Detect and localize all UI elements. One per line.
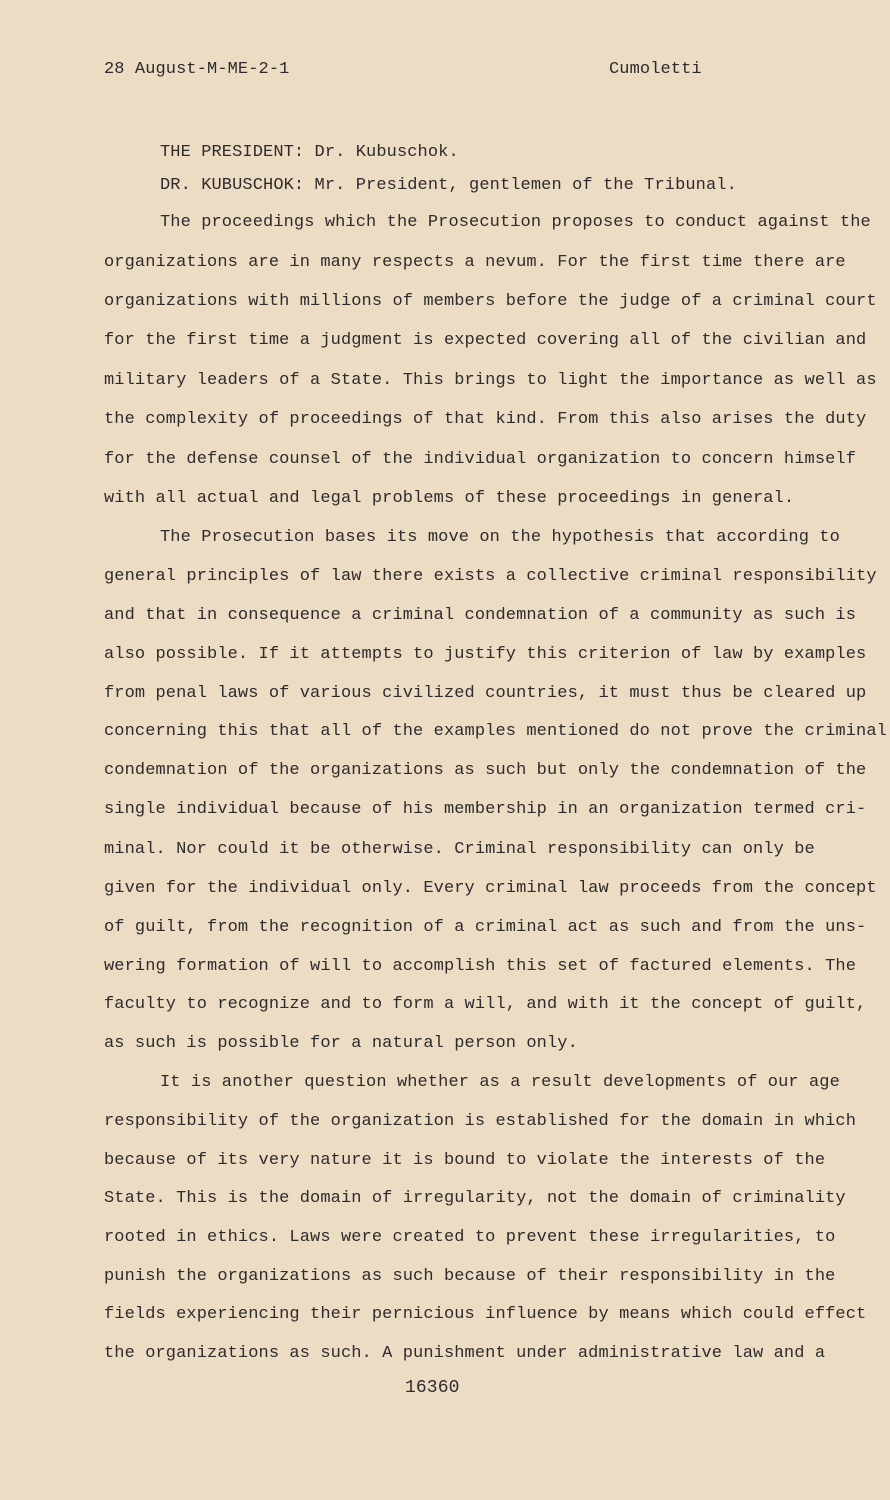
text-line: The proceedings which the Prosecution proposes to conduct against the bbox=[160, 213, 871, 232]
text-line: punish the organizations as such because of their responsibility in the bbox=[104, 1267, 836, 1286]
text-line: It is another question whether as a result developments of our age bbox=[160, 1073, 840, 1092]
text-line: of guilt, from the recognition of a criminal act as such and from the uns- bbox=[104, 918, 867, 937]
text-line: for the defense counsel of the individual organization to concern himself bbox=[104, 450, 857, 469]
text-line: organizations with millions of members before the judge of a criminal court bbox=[104, 292, 877, 311]
page-number: 16360 bbox=[405, 1378, 460, 1398]
text-line: DR. KUBUSCHOK: Mr. President, gentlemen of the Tribunal. bbox=[160, 176, 737, 195]
text-line: fields experiencing their pernicious influence by means which could effect bbox=[104, 1305, 867, 1324]
text-line: responsibility of the organization is established for the domain in which bbox=[104, 1112, 857, 1131]
text-line: the organizations as such. A punishment under administrative law and a bbox=[104, 1344, 826, 1363]
text-line: given for the individual only. Every criminal law proceeds from the concept bbox=[104, 879, 877, 898]
text-line: concerning this that all of the examples mentioned do not prove the criminal bbox=[104, 722, 887, 741]
text-line: State. This is the domain of irregularity, not the domain of criminality bbox=[104, 1189, 846, 1208]
text-line: THE PRESIDENT: Dr. Kubuschok. bbox=[160, 143, 459, 162]
text-line: the complexity of proceedings of that kind. From this also arises the duty bbox=[104, 410, 867, 429]
text-line: for the first time a judgment is expected covering all of the civilian and bbox=[104, 331, 867, 350]
text-line: military leaders of a State. This brings to light the importance as well as bbox=[104, 371, 877, 390]
header-reference: 28 August-M-ME-2-1 bbox=[104, 60, 290, 79]
text-line: with all actual and legal problems of these proceedings in general. bbox=[104, 489, 795, 508]
text-line: faculty to recognize and to form a will, and with it the concept of guilt, bbox=[104, 995, 867, 1014]
text-line: because of its very nature it is bound to violate the interests of the bbox=[104, 1151, 826, 1170]
header-reporter: Cumoletti bbox=[609, 60, 702, 79]
text-line: also possible. If it attempts to justify this criterion of law by examples bbox=[104, 645, 867, 664]
text-line: single individual because of his membership in an organization termed cri- bbox=[104, 800, 867, 819]
text-line: minal. Nor could it be otherwise. Criminal responsibility can only be bbox=[104, 840, 815, 859]
text-line: condemnation of the organizations as such but only the condemnation of the bbox=[104, 761, 867, 780]
text-line: and that in consequence a criminal condemnation of a community as such is bbox=[104, 606, 857, 625]
text-line: general principles of law there exists a collective criminal responsibility bbox=[104, 567, 877, 586]
text-line: as such is possible for a natural person only. bbox=[104, 1034, 578, 1053]
text-line: wering formation of will to accomplish this set of factured elements. The bbox=[104, 957, 857, 976]
text-line: The Prosecution bases its move on the hypothesis that according to bbox=[160, 528, 840, 547]
text-line: from penal laws of various civilized countries, it must thus be cleared up bbox=[104, 684, 867, 703]
text-line: rooted in ethics. Laws were created to prevent these irregularities, to bbox=[104, 1228, 836, 1247]
text-line: organizations are in many respects a nevum. For the first time there are bbox=[104, 253, 846, 272]
